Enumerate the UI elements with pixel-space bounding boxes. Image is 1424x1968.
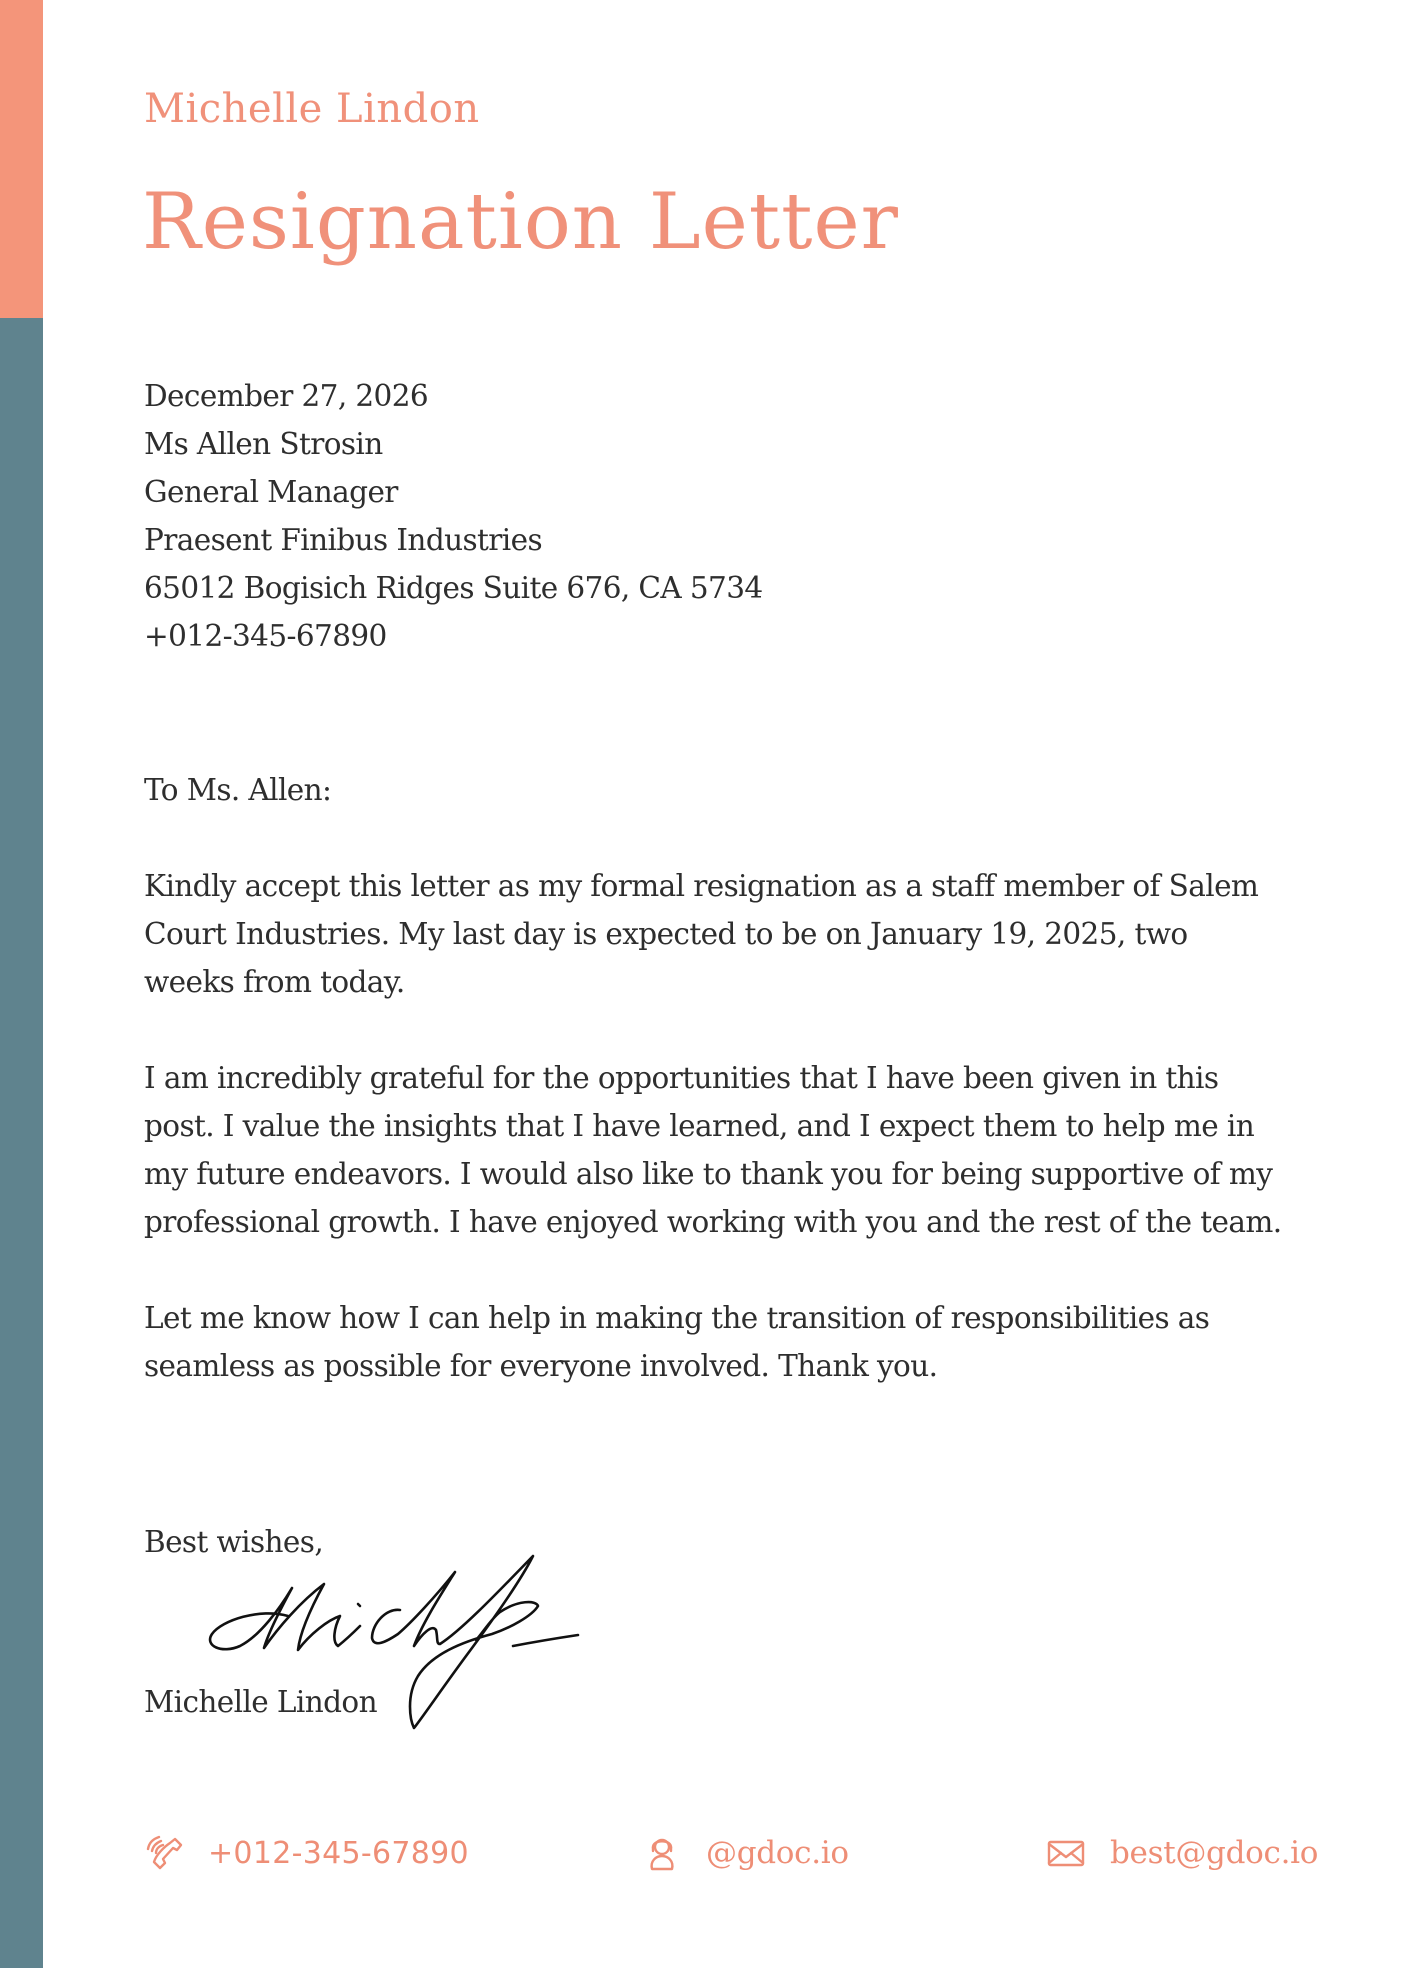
signer-name: Michelle Lindon [144, 1685, 377, 1719]
mail-icon [1046, 1833, 1086, 1873]
sidebar-accent-top [0, 0, 43, 318]
footer-contact-web [642, 1828, 849, 1878]
sender-name-heading: Michelle Lindon [144, 86, 480, 132]
body-paragraph: I am incredibly grateful for the opportunities that I have been given in this post. I value the insights that I have learned, and I expect them to help me in my future endeavors. I would also like to thank you for being supportive of my professional growth. I have enjoyed working with you and the rest of the team. [144, 1061, 1282, 1239]
footer-contact-phone [144, 1828, 469, 1878]
footer-contact-email [1046, 1828, 1318, 1878]
body-paragraph: Let me know how I can help in making the transition of responsibilities as seamless as possible for everyone involved. Thank you. [144, 1301, 1210, 1383]
support-person-icon [642, 1833, 682, 1873]
footer-phone-text[interactable]: +012-345-67890 [208, 1835, 469, 1871]
recipient-position: General Manager [144, 475, 398, 509]
body-paragraph: Kindly accept this letter as my formal resignation as a staff member of Salem Court Industries. My last day is expected to be on January 19, 2025, two weeks from today. [144, 869, 1259, 999]
recipient-block [144, 372, 763, 660]
phone-icon [144, 1833, 184, 1873]
footer-email-text[interactable]: best@gdoc.io [1110, 1835, 1319, 1871]
recipient-address: 65012 Bogisich Ridges Suite 676, CA 5734 [144, 571, 763, 605]
letter-body [144, 862, 1284, 1438]
recipient-phone: +012-345-67890 [144, 619, 387, 653]
sidebar-accent-bottom [0, 318, 43, 1968]
salutation: To Ms. Allen: [144, 773, 332, 807]
recipient-company: Praesent Finibus Industries [144, 523, 543, 557]
letter-date: December 27, 2026 [144, 379, 429, 413]
closing: Best wishes, [144, 1525, 324, 1559]
recipient-name: Ms Allen Strosin [144, 427, 383, 461]
footer-web-text[interactable]: @gdoc.io [706, 1835, 849, 1871]
document-title: Resignation Letter [142, 177, 899, 267]
